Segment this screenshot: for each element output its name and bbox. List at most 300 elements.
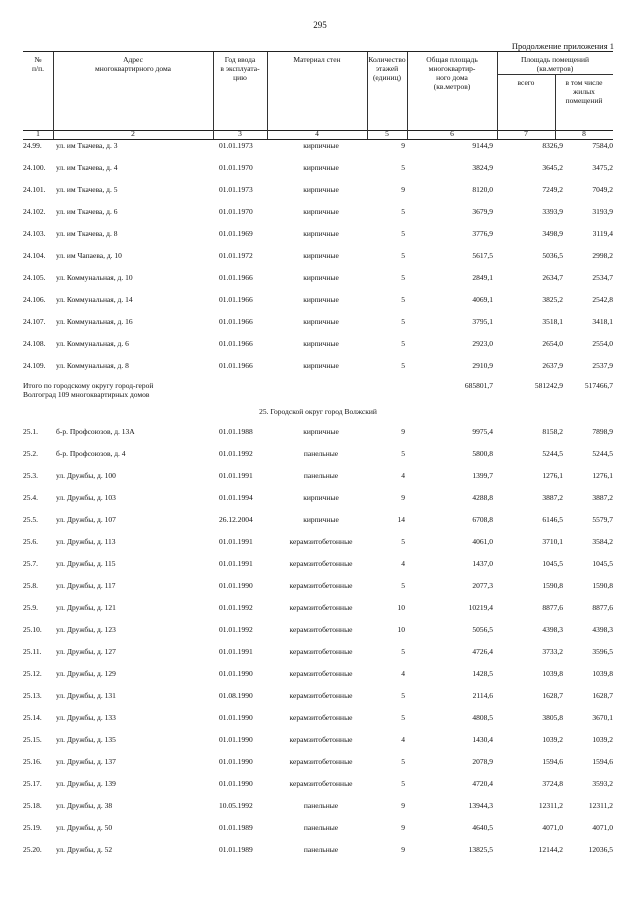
row-material: керамзитобетонные: [289, 691, 353, 700]
row-floors: 5: [401, 207, 405, 216]
row-address: ул. Коммунальная, д. 16: [56, 317, 133, 326]
row-year: 01.01.1991: [219, 559, 253, 568]
row-number: 25.6.: [23, 537, 38, 546]
row-material: керамзитобетонные: [289, 757, 353, 766]
row-material: кирпичные: [303, 229, 339, 238]
row-total-area: 9144,9: [472, 141, 493, 150]
row-number: 24.101.: [23, 185, 46, 194]
row-material: кирпичные: [303, 141, 339, 150]
row-year: 01.01.1992: [219, 603, 253, 612]
total-all-sum: 581242,9: [534, 381, 563, 390]
table-row: [23, 139, 613, 161]
row-material: керамзитобетонные: [289, 779, 353, 788]
row-number: 24.100.: [23, 163, 46, 172]
row-year: 01.01.1973: [219, 185, 253, 194]
row-address: ул. Дружбы, д. 139: [56, 779, 116, 788]
row-floors: 5: [401, 449, 405, 458]
row-all-area: 3805,8: [542, 713, 563, 722]
row-material: кирпичные: [303, 163, 339, 172]
row-year: 01.01.1989: [219, 823, 253, 832]
table-row: [23, 733, 613, 755]
row-number: 25.14.: [23, 713, 42, 722]
table-body: [23, 139, 613, 865]
row-material: керамзитобетонные: [289, 603, 353, 612]
row-living-area: 3584,2: [592, 537, 613, 546]
table-row: [23, 535, 613, 557]
row-year: 01.01.1991: [219, 537, 253, 546]
row-total-area: 10219,4: [468, 603, 493, 612]
row-living-area: 3596,5: [592, 647, 613, 656]
row-address: ул. Дружбы, д. 121: [56, 603, 116, 612]
row-material: панельные: [303, 823, 339, 832]
row-total-area: 4288,8: [472, 493, 493, 502]
row-number: 24.107.: [23, 317, 46, 326]
row-all-area: 12311,2: [538, 801, 563, 810]
row-all-area: 4398,3: [542, 625, 563, 634]
table-row: [23, 183, 613, 205]
row-address: ул. Дружбы, д. 100: [56, 471, 116, 480]
row-all-area: 2654,0: [542, 339, 563, 348]
row-total-area: 3824,9: [472, 163, 493, 172]
row-total-area: 1430,4: [472, 735, 493, 744]
row-address: ул. Дружбы, д. 117: [56, 581, 116, 590]
table-row: [23, 689, 613, 711]
row-total-area: 1428,5: [472, 669, 493, 678]
header-material: Материал стен: [293, 55, 341, 64]
row-number: 24.103.: [23, 229, 46, 238]
row-total-area: 2923,0: [472, 339, 493, 348]
row-year: 01.01.1991: [219, 471, 253, 480]
row-total-area: 5617,5: [472, 251, 493, 260]
row-year: 01.08.1990: [219, 691, 253, 700]
row-address: ул. Дружбы, д. 50: [56, 823, 113, 832]
row-number: 25.15.: [23, 735, 42, 744]
row-all-area: 2637,9: [542, 361, 563, 370]
row-living-area: 1628,7: [592, 691, 613, 700]
row-material: керамзитобетонные: [289, 647, 353, 656]
row-material: панельные: [303, 449, 339, 458]
row-address: ул. Дружбы, д. 133: [56, 713, 116, 722]
row-living-area: 8877,6: [592, 603, 613, 612]
row-address: ул. Дружбы, д. 127: [56, 647, 116, 656]
row-address: ул. им Чапаева, д. 10: [56, 251, 122, 260]
row-all-area: 3724,8: [542, 779, 563, 788]
row-number: 25.1.: [23, 427, 38, 436]
row-material: кирпичные: [303, 295, 339, 304]
row-floors: 4: [401, 669, 405, 678]
row-year: 01.01.1991: [219, 647, 253, 656]
row-all-area: 4071,0: [542, 823, 563, 832]
row-material: кирпичные: [303, 317, 339, 326]
row-year: 01.01.1970: [219, 163, 253, 172]
row-year: 01.01.1970: [219, 207, 253, 216]
row-floors: 9: [401, 185, 405, 194]
row-number: 24.105.: [23, 273, 46, 282]
table-row: [23, 227, 613, 249]
row-floors: 5: [401, 581, 405, 590]
row-floors: 5: [401, 691, 405, 700]
row-total-area: 3679,9: [472, 207, 493, 216]
row-address: ул. Коммунальная, д. 8: [56, 361, 129, 370]
row-number: 25.13.: [23, 691, 42, 700]
row-living-area: 7049,2: [592, 185, 613, 194]
total-living-sum: 517466,7: [584, 381, 613, 390]
row-floors: 5: [401, 317, 405, 326]
page-number: 295: [313, 20, 327, 30]
row-address: ул. им Ткачева, д. 8: [56, 229, 118, 238]
row-address: ул. Дружбы, д. 137: [56, 757, 116, 766]
row-floors: 5: [401, 757, 405, 766]
row-floors: 5: [401, 163, 405, 172]
row-floors: 4: [401, 735, 405, 744]
row-floors: 9: [401, 801, 405, 810]
table-row: [23, 601, 613, 623]
row-year: 01.01.1992: [219, 625, 253, 634]
rows-part1: [23, 139, 613, 381]
table-row: [23, 777, 613, 799]
row-number: 24.109.: [23, 361, 46, 370]
table-row: [23, 579, 613, 601]
row-number: 24.108.: [23, 339, 46, 348]
row-all-area: 3393,9: [542, 207, 563, 216]
row-all-area: 3518,1: [542, 317, 563, 326]
row-number: 25.4.: [23, 493, 38, 502]
row-total-area: 1437,0: [472, 559, 493, 568]
row-number: 25.2.: [23, 449, 38, 458]
row-all-area: 3825,2: [542, 295, 563, 304]
row-number: 25.9.: [23, 603, 38, 612]
row-living-area: 3418,1: [592, 317, 613, 326]
row-number: 24.99.: [23, 141, 42, 150]
row-total-area: 2849,1: [472, 273, 493, 282]
row-material: керамзитобетонные: [289, 581, 353, 590]
row-address: ул. Дружбы, д. 131: [56, 691, 116, 700]
row-living-area: 7584,0: [592, 141, 613, 150]
row-year: 01.01.1990: [219, 757, 253, 766]
row-address: ул. Дружбы, д. 129: [56, 669, 116, 678]
row-total-area: 4061,0: [472, 537, 493, 546]
row-living-area: 5244,5: [592, 449, 613, 458]
row-living-area: 3119,4: [592, 229, 613, 238]
row-address: ул. им Ткачева, д. 3: [56, 141, 118, 150]
row-all-area: 3498,9: [542, 229, 563, 238]
row-all-area: 5244,5: [542, 449, 563, 458]
table-row: [23, 755, 613, 777]
table-row: [23, 799, 613, 821]
row-year: 01.01.1966: [219, 295, 253, 304]
row-address: ул. им Ткачева, д. 4: [56, 163, 118, 172]
row-number: 24.102.: [23, 207, 46, 216]
row-address: ул. Дружбы, д. 52: [56, 845, 113, 854]
row-number: 25.7.: [23, 559, 38, 568]
table-row: [23, 315, 613, 337]
row-address: ул. Дружбы, д. 103: [56, 493, 116, 502]
row-floors: 5: [401, 537, 405, 546]
row-address: ул. Коммунальная, д. 14: [56, 295, 133, 304]
row-material: керамзитобетонные: [289, 735, 353, 744]
row-living-area: 1039,8: [592, 669, 613, 678]
row-total-area: 5800,8: [472, 449, 493, 458]
row-living-area: 2537,9: [592, 361, 613, 370]
row-address: б-р. Профсоюзов, д. 4: [56, 449, 126, 458]
table-row: [23, 557, 613, 579]
row-living-area: 1039,2: [592, 735, 613, 744]
row-total-area: 3776,9: [472, 229, 493, 238]
row-floors: 5: [401, 295, 405, 304]
table-row: [23, 843, 613, 865]
row-living-area: 3593,2: [592, 779, 613, 788]
row-number: 25.19.: [23, 823, 42, 832]
section-title: 25. Городской округ город Волжский: [259, 407, 377, 416]
row-floors: 5: [401, 647, 405, 656]
header-all: всего: [517, 78, 535, 87]
table-row: [23, 249, 613, 271]
row-year: 01.01.1973: [219, 141, 253, 150]
row-total-area: 1399,7: [472, 471, 493, 480]
row-address: ул. им Ткачева, д. 6: [56, 207, 118, 216]
table-row: [23, 359, 613, 381]
row-year: 01.01.1966: [219, 317, 253, 326]
row-material: кирпичные: [303, 251, 339, 260]
row-total-area: 6708,8: [472, 515, 493, 524]
header-total-area: Общая площадь многоквартир- ного дома (кв.метров): [426, 55, 478, 91]
row-all-area: 1045,5: [542, 559, 563, 568]
row-year: 01.01.1990: [219, 669, 253, 678]
header-num: № п/п.: [32, 55, 44, 73]
row-number: 25.5.: [23, 515, 38, 524]
table-row: [23, 337, 613, 359]
row-floors: 5: [401, 713, 405, 722]
row-all-area: 1039,2: [542, 735, 563, 744]
row-total-area: 4069,1: [472, 295, 493, 304]
table-row: [23, 161, 613, 183]
row-all-area: 1628,7: [542, 691, 563, 700]
row-total-area: 9975,4: [472, 427, 493, 436]
row-number: 25.16.: [23, 757, 42, 766]
row-year: 01.01.1966: [219, 273, 253, 282]
row-number: 25.20.: [23, 845, 42, 854]
table-row: [23, 205, 613, 227]
row-material: кирпичные: [303, 361, 339, 370]
row-total-area: 4640,5: [472, 823, 493, 832]
row-all-area: 8158,2: [542, 427, 563, 436]
row-all-area: 3645,2: [542, 163, 563, 172]
row-floors: 5: [401, 273, 405, 282]
row-total-area: 2910,9: [472, 361, 493, 370]
row-year: 10.05.1992: [219, 801, 253, 810]
row-all-area: 3710,1: [542, 537, 563, 546]
table-row: [23, 469, 613, 491]
table-row: [23, 667, 613, 689]
row-year: 01.01.1988: [219, 427, 253, 436]
row-living-area: 1590,8: [592, 581, 613, 590]
row-living-area: 3475,2: [592, 163, 613, 172]
total-row: [23, 381, 613, 407]
row-year: 01.01.1990: [219, 713, 253, 722]
row-number: 25.11.: [23, 647, 42, 656]
header-floors: Количество этажей (единиц): [368, 55, 406, 82]
row-floors: 10: [397, 625, 405, 634]
row-number: 25.8.: [23, 581, 38, 590]
row-material: панельные: [303, 801, 339, 810]
row-material: кирпичные: [303, 339, 339, 348]
row-total-area: 3795,1: [472, 317, 493, 326]
row-total-area: 13825,5: [468, 845, 493, 854]
row-floors: 9: [401, 845, 405, 854]
row-floors: 5: [401, 229, 405, 238]
row-year: 01.01.1990: [219, 779, 253, 788]
row-living-area: 5579,7: [592, 515, 613, 524]
table-row: [23, 513, 613, 535]
row-address: ул. Дружбы, д. 135: [56, 735, 116, 744]
table-row: [23, 711, 613, 733]
row-all-area: 1594,6: [542, 757, 563, 766]
row-living-area: 1045,5: [592, 559, 613, 568]
row-total-area: 4808,5: [472, 713, 493, 722]
row-material: кирпичные: [303, 273, 339, 282]
total-label: Итого по городскому округу город-герой Волгоград 109 многоквартирных домов: [23, 381, 154, 399]
row-floors: 9: [401, 427, 405, 436]
row-all-area: 5036,5: [542, 251, 563, 260]
row-all-area: 1276,1: [542, 471, 563, 480]
row-number: 25.17.: [23, 779, 42, 788]
row-living-area: 3193,9: [592, 207, 613, 216]
row-material: кирпичные: [303, 493, 339, 502]
row-floors: 5: [401, 779, 405, 788]
table-row: [23, 645, 613, 667]
continuation-note: Продолжение приложения 1: [511, 41, 614, 51]
row-year: 01.01.1989: [219, 845, 253, 854]
row-address: ул. Дружбы, д. 38: [56, 801, 113, 810]
table-row: [23, 425, 613, 447]
row-year: 01.01.1966: [219, 339, 253, 348]
row-year: 01.01.1990: [219, 581, 253, 590]
row-living-area: 12036,5: [588, 845, 613, 854]
row-address: ул. им Ткачева, д. 5: [56, 185, 118, 194]
row-address: ул. Дружбы, д. 115: [56, 559, 116, 568]
row-total-area: 4726,4: [472, 647, 493, 656]
row-material: кирпичные: [303, 427, 339, 436]
row-living-area: 3887,2: [592, 493, 613, 502]
row-living-area: 2998,2: [592, 251, 613, 260]
row-all-area: 7249,2: [542, 185, 563, 194]
column-numbers-row: 1 2 3 4 5 6 7 8: [23, 129, 613, 140]
row-number: 25.12.: [23, 669, 42, 678]
row-all-area: 6146,5: [542, 515, 563, 524]
row-year: 01.01.1994: [219, 493, 253, 502]
table-row: [23, 491, 613, 513]
row-living-area: 4071,0: [592, 823, 613, 832]
row-material: керамзитобетонные: [289, 625, 353, 634]
row-address: ул. Коммунальная, д. 6: [56, 339, 129, 348]
row-material: кирпичные: [303, 185, 339, 194]
row-all-area: 1039,8: [542, 669, 563, 678]
row-living-area: 3670,1: [592, 713, 613, 722]
row-floors: 5: [401, 339, 405, 348]
row-living-area: 2542,8: [592, 295, 613, 304]
row-total-area: 4720,4: [472, 779, 493, 788]
row-material: керамзитобетонные: [289, 713, 353, 722]
row-living-area: 12311,2: [588, 801, 613, 810]
table-row: [23, 293, 613, 315]
row-total-area: 2114,6: [472, 691, 493, 700]
row-all-area: 8326,9: [542, 141, 563, 150]
row-total-area: 13944,3: [468, 801, 493, 810]
row-all-area: 2634,7: [542, 273, 563, 282]
row-year: 26.12.2004: [219, 515, 253, 524]
row-material: кирпичные: [303, 515, 339, 524]
row-address: ул. Коммунальная, д. 10: [56, 273, 133, 282]
row-address: б-р. Профсоюзов, д. 13А: [56, 427, 135, 436]
row-all-area: 1590,8: [542, 581, 563, 590]
row-material: керамзитобетонные: [289, 537, 353, 546]
row-number: 24.104.: [23, 251, 46, 260]
row-material: панельные: [303, 845, 339, 854]
row-year: 01.01.1992: [219, 449, 253, 458]
row-all-area: 8877,6: [542, 603, 563, 612]
table-header: [23, 51, 613, 131]
row-total-area: 2077,3: [472, 581, 493, 590]
row-total-area: 5056,5: [472, 625, 493, 634]
row-all-area: 3887,2: [542, 493, 563, 502]
row-number: 25.10.: [23, 625, 42, 634]
row-address: ул. Дружбы, д. 107: [56, 515, 116, 524]
row-floors: 4: [401, 471, 405, 480]
row-living-area: 1594,6: [592, 757, 613, 766]
row-address: ул. Дружбы, д. 113: [56, 537, 116, 546]
row-material: кирпичные: [303, 207, 339, 216]
row-floors: 5: [401, 361, 405, 370]
row-living-area: 1276,1: [592, 471, 613, 480]
row-living-area: 2534,7: [592, 273, 613, 282]
header-premises-area: Площадь помещений (кв.метров): [521, 55, 589, 73]
row-floors: 5: [401, 251, 405, 260]
header-address: Адрес многоквартирного дома: [95, 55, 171, 73]
row-year: 01.01.1969: [219, 229, 253, 238]
row-floors: 9: [401, 141, 405, 150]
row-total-area: 2078,9: [472, 757, 493, 766]
row-floors: 9: [401, 823, 405, 832]
row-living-area: 7898,9: [592, 427, 613, 436]
row-number: 24.106.: [23, 295, 46, 304]
row-year: 01.01.1966: [219, 361, 253, 370]
row-floors: 9: [401, 493, 405, 502]
header-living: в том числе жилых помещений: [565, 78, 603, 105]
row-number: 25.3.: [23, 471, 38, 480]
row-material: керамзитобетонные: [289, 669, 353, 678]
row-all-area: 3733,2: [542, 647, 563, 656]
row-living-area: 2554,0: [592, 339, 613, 348]
table-row: [23, 623, 613, 645]
row-material: керамзитобетонные: [289, 559, 353, 568]
row-all-area: 12144,2: [538, 845, 563, 854]
rows-part2: [23, 425, 613, 865]
header-year: Год ввода в эксплуата- цию: [220, 55, 260, 82]
row-number: 25.18.: [23, 801, 42, 810]
row-total-area: 8120,0: [472, 185, 493, 194]
row-year: 01.01.1972: [219, 251, 253, 260]
table-row: [23, 821, 613, 843]
row-year: 01.01.1990: [219, 735, 253, 744]
table-row: [23, 447, 613, 469]
total-area-sum: 685801,7: [464, 381, 493, 390]
row-floors: 4: [401, 559, 405, 568]
row-address: ул. Дружбы, д. 123: [56, 625, 116, 634]
row-living-area: 4398,3: [592, 625, 613, 634]
row-material: панельные: [303, 471, 339, 480]
table-row: [23, 271, 613, 293]
row-floors: 14: [397, 515, 405, 524]
